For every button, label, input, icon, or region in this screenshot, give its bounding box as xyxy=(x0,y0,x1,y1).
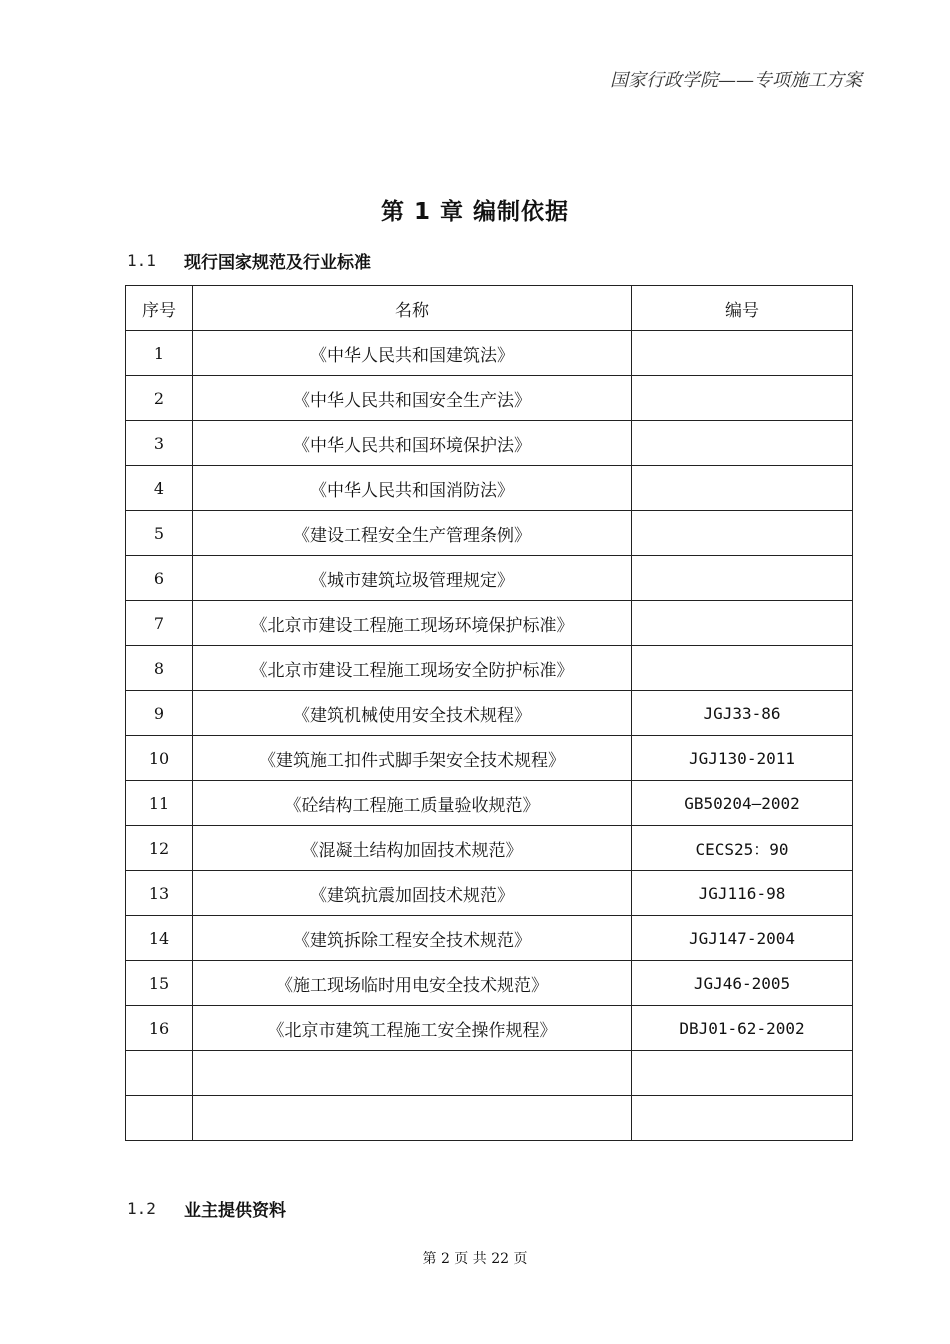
row-index xyxy=(126,1096,193,1141)
page-footer-pagination: 第 2 页 共 22 页 xyxy=(422,1251,528,1267)
table-row xyxy=(126,331,853,376)
row-name: 《建筑施工扣件式脚手架安全技术规程》 xyxy=(193,736,632,781)
row-name: 《北京市建设工程施工现场环境保护标准》 xyxy=(193,601,632,646)
table-row xyxy=(126,916,853,961)
section-number: 1.1 xyxy=(127,251,156,270)
row-name: 《中华人民共和国安全生产法》 xyxy=(193,376,632,421)
section-title: 现行国家规范及行业标准 xyxy=(184,253,371,273)
page-header-title: 国家行政学院——专项施工方案 xyxy=(610,70,862,91)
row-index: 8 xyxy=(126,646,193,691)
row-name: 《建筑机械使用安全技术规程》 xyxy=(193,691,632,736)
row-code xyxy=(632,1096,853,1141)
row-code xyxy=(632,556,853,601)
row-code: JGJ116-98 xyxy=(632,871,853,916)
row-code xyxy=(632,1051,853,1096)
row-name: 《中华人民共和国环境保护法》 xyxy=(193,421,632,466)
table-row xyxy=(126,511,853,556)
column-header-code: 编号 xyxy=(632,286,853,331)
table-row xyxy=(126,376,853,421)
row-name: 《施工现场临时用电安全技术规范》 xyxy=(193,961,632,1006)
row-code: GB50204—2002 xyxy=(632,781,853,826)
row-code: DBJ01-62-2002 xyxy=(632,1006,853,1051)
row-index: 6 xyxy=(126,556,193,601)
row-index: 16 xyxy=(126,1006,193,1051)
section-heading-1-2 xyxy=(127,1196,286,1221)
row-code xyxy=(632,646,853,691)
row-code: JGJ33-86 xyxy=(632,691,853,736)
row-name: 《砼结构工程施工质量验收规范》 xyxy=(193,781,632,826)
table-row xyxy=(126,961,853,1006)
row-code: CECS25：90 xyxy=(632,826,853,871)
table-row xyxy=(126,466,853,511)
table-row-empty xyxy=(126,1096,853,1141)
row-name: 《中华人民共和国消防法》 xyxy=(193,466,632,511)
table-row-empty xyxy=(126,1051,853,1096)
row-index: 12 xyxy=(126,826,193,871)
row-index: 7 xyxy=(126,601,193,646)
table-row xyxy=(126,646,853,691)
table-row xyxy=(126,421,853,466)
row-name xyxy=(193,1051,632,1096)
table-row xyxy=(126,601,853,646)
row-name: 《北京市建设工程施工现场安全防护标准》 xyxy=(193,646,632,691)
section-title: 业主提供资料 xyxy=(184,1201,286,1221)
row-code: JGJ147-2004 xyxy=(632,916,853,961)
table-row xyxy=(126,556,853,601)
table-row xyxy=(126,781,853,826)
row-code xyxy=(632,331,853,376)
row-index: 13 xyxy=(126,871,193,916)
row-code xyxy=(632,511,853,556)
row-index: 15 xyxy=(126,961,193,1006)
row-name: 《建设工程安全生产管理条例》 xyxy=(193,511,632,556)
row-index: 11 xyxy=(126,781,193,826)
row-code xyxy=(632,376,853,421)
table-row xyxy=(126,1006,853,1051)
row-code xyxy=(632,421,853,466)
table-row xyxy=(126,736,853,781)
row-name: 《北京市建筑工程施工安全操作规程》 xyxy=(193,1006,632,1051)
row-index: 9 xyxy=(126,691,193,736)
row-index: 2 xyxy=(126,376,193,421)
row-name xyxy=(193,1096,632,1141)
standards-table xyxy=(125,285,853,1141)
column-header-index: 序号 xyxy=(126,286,193,331)
row-name: 《城市建筑垃圾管理规定》 xyxy=(193,556,632,601)
row-code: JGJ130-2011 xyxy=(632,736,853,781)
table-row xyxy=(126,871,853,916)
row-name: 《建筑拆除工程安全技术规范》 xyxy=(193,916,632,961)
row-code xyxy=(632,601,853,646)
row-index: 4 xyxy=(126,466,193,511)
table-row xyxy=(126,691,853,736)
row-code: JGJ46-2005 xyxy=(632,961,853,1006)
row-name: 《中华人民共和国建筑法》 xyxy=(193,331,632,376)
row-code xyxy=(632,466,853,511)
section-number: 1.2 xyxy=(127,1199,156,1218)
chapter-title: 第 1 章 编制依据 xyxy=(380,199,570,225)
row-name: 《混凝土结构加固技术规范》 xyxy=(193,826,632,871)
row-index: 5 xyxy=(126,511,193,556)
row-index xyxy=(126,1051,193,1096)
row-name: 《建筑抗震加固技术规范》 xyxy=(193,871,632,916)
row-index: 10 xyxy=(126,736,193,781)
section-heading-1-1 xyxy=(127,248,371,273)
table-header-row xyxy=(126,286,853,331)
row-index: 1 xyxy=(126,331,193,376)
row-index: 3 xyxy=(126,421,193,466)
table-row xyxy=(126,826,853,871)
column-header-name: 名称 xyxy=(193,286,632,331)
row-index: 14 xyxy=(126,916,193,961)
